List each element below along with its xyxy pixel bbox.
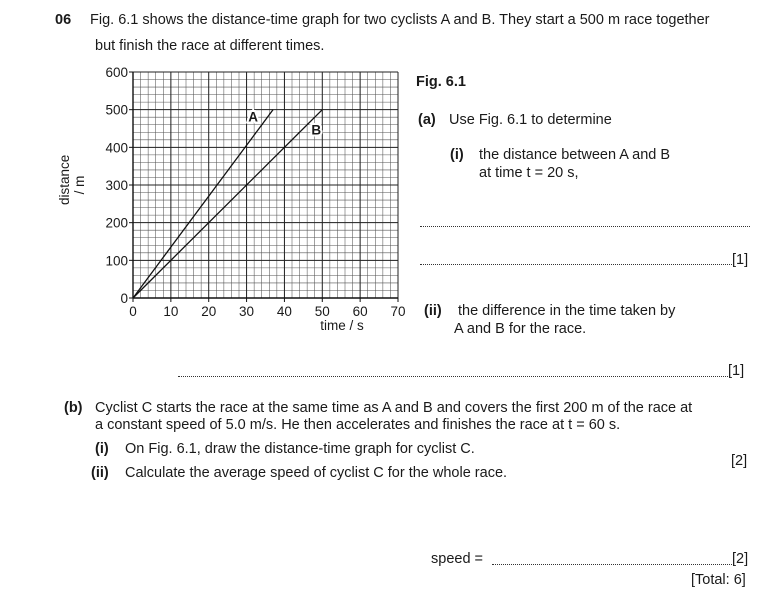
answer-line-a-ii[interactable] [178,376,728,377]
series-line-b [133,110,322,298]
part-a-ii-text-line2: A and B for the race. [454,321,587,337]
series-label-b: B [311,122,322,138]
part-b-text-line1: Cyclist C starts the race at the same time as A and B and covers the first 200 m of the race at [95,400,693,416]
series-line-a [133,110,273,298]
graph-grid-major [133,72,398,298]
series-label-a: A [248,109,258,125]
mark-a-ii: [1] [728,363,745,379]
part-a-i-text-line2: at time t = 20 s, [479,165,579,181]
part-b-label: (b) [64,400,83,416]
mark-b-i: [2] [731,453,748,469]
x-tick-label: 20 [201,304,217,319]
part-b-i-label: (i) [95,441,109,457]
figure-caption: Fig. 6.1 [416,74,466,90]
y-tick-label: 300 [105,178,128,193]
x-tick-label: 50 [314,304,330,319]
y-tick-label: 0 [120,291,128,306]
part-b-i-text: On Fig. 6.1, draw the distance-time graph for cyclist C. [125,441,475,457]
x-axis-label: time / s [320,318,364,333]
mark-b-ii: [2] [732,551,749,567]
y-tick-label: 500 [105,102,128,118]
question-intro-line1: Fig. 6.1 shows the distance-time graph for two cyclists A and B. They start a 500 m race together [90,12,710,28]
y-tick-label: 200 [105,215,128,231]
question-intro-line2: but finish the race at different times. [95,38,325,54]
part-b-ii-text: Calculate the average speed of cyclist C for the whole race. [125,465,508,481]
answer-line-a-i-1[interactable] [420,226,750,227]
part-a-label: (a) [418,112,436,128]
part-a-i-label: (i) [450,147,464,163]
x-tick-label: 40 [276,304,292,319]
x-tick-label: 30 [239,304,255,319]
graph-series [133,110,322,298]
part-a-ii-text-line1: the difference in the time taken by [458,303,676,319]
speed-label: speed = [431,551,484,567]
graph-axes [129,72,398,302]
y-tick-label: 100 [105,253,128,269]
total-marks: [Total: 6] [691,572,746,588]
x-tick-label: 10 [163,304,179,319]
part-a-ii-label: (ii) [424,303,442,319]
x-tick-label: 0 [129,304,137,319]
y-tick-label: 600 [105,65,128,80]
answer-line-a-i-2[interactable] [420,264,732,265]
y-axis-label: distance / m [57,154,87,205]
part-a-i-text-line1: the distance between A and B [479,147,671,163]
x-tick-label: 60 [352,304,368,319]
part-b-text-line2: a constant speed of 5.0 m/s. He then accelerates and finishes the race at t = 60 s. [95,417,621,433]
answer-line-b-ii[interactable] [492,564,732,565]
mark-a-i: [1] [732,252,749,268]
question-number: 06 [55,12,72,28]
part-b-ii-label: (ii) [91,465,109,481]
x-tick-label: 70 [390,304,406,319]
part-a-text: Use Fig. 6.1 to determine [449,112,612,128]
y-tick-label: 400 [105,140,128,156]
